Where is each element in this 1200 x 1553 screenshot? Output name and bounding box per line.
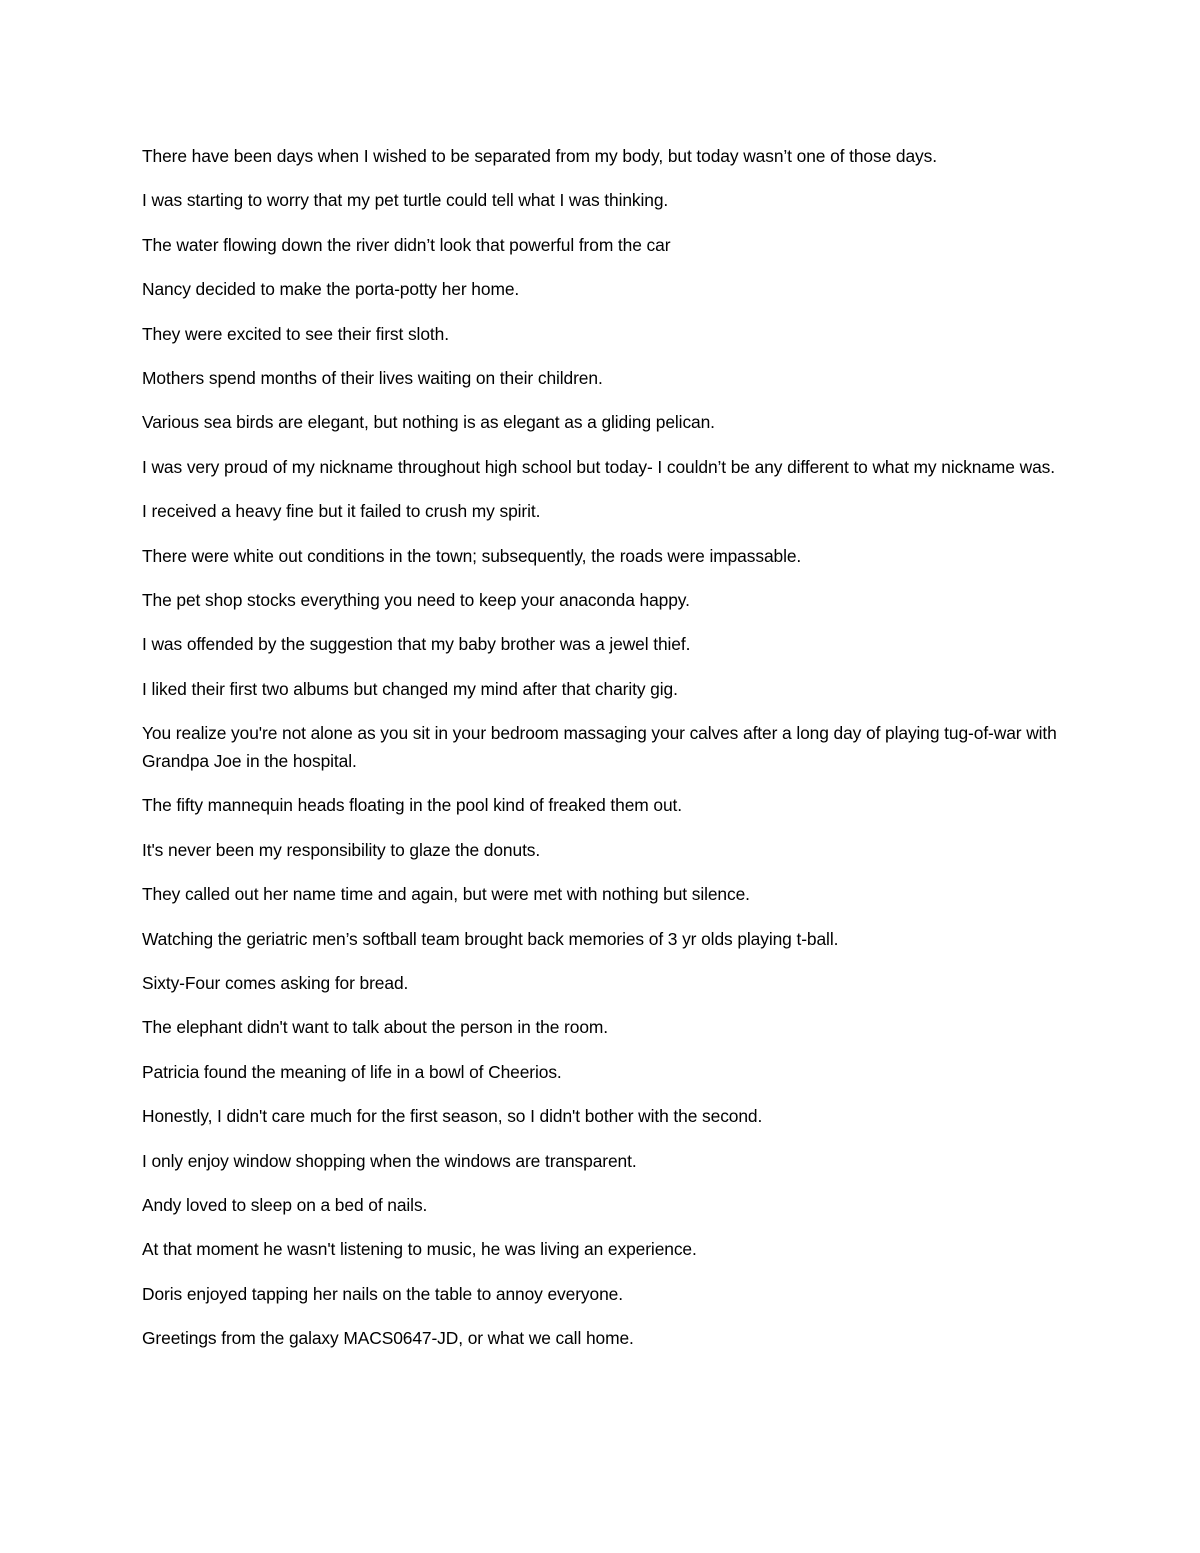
paragraph: Mothers spend months of their lives waiting on their children. <box>142 367 603 388</box>
paragraph: The fifty mannequin heads floating in the pool kind of freaked them out. <box>142 795 682 816</box>
paragraph: The water flowing down the river didn’t look that powerful from the car <box>142 234 671 255</box>
paragraph: Doris enjoyed tapping her nails on the table to annoy everyone. <box>142 1283 623 1304</box>
paragraph: Greetings from the galaxy MACS0647-JD, or what we call home. <box>142 1328 634 1349</box>
paragraph: At that moment he wasn't listening to music, he was living an experience. <box>142 1239 697 1260</box>
document-body <box>142 142 1062 1369</box>
paragraph: They were excited to see their first sloth. <box>142 323 449 344</box>
paragraph: I received a heavy fine but it failed to crush my spirit. <box>142 501 541 522</box>
paragraph: I only enjoy window shopping when the windows are transparent. <box>142 1150 637 1171</box>
paragraph: The elephant didn't want to talk about the person in the room. <box>142 1017 609 1038</box>
paragraph: Honestly, I didn't care much for the first season, so I didn't bother with the second. <box>142 1106 763 1127</box>
paragraph: Andy loved to sleep on a bed of nails. <box>142 1194 428 1215</box>
paragraph: Various sea birds are elegant, but nothing is as elegant as a gliding pelican. <box>142 412 715 433</box>
paragraph: They called out her name time and again, but were met with nothing but silence. <box>142 884 750 905</box>
paragraph: I was starting to worry that my pet turtle could tell what I was thinking. <box>142 190 669 211</box>
paragraph: You realize you're not alone as you sit in your bedroom massaging your calves after a long day of playing tug-of-war with Grandpa Joe in the hospital. <box>142 723 1057 772</box>
paragraph: Patricia found the meaning of life in a bowl of Cheerios. <box>142 1061 562 1082</box>
paragraph: I liked their first two albums but changed my mind after that charity gig. <box>142 678 678 699</box>
paragraph: Nancy decided to make the porta-potty her home. <box>142 279 520 300</box>
paragraph: The pet shop stocks everything you need to keep your anaconda happy. <box>142 589 690 610</box>
paragraph: I was very proud of my nickname throughout high school but today- I couldn’t be any different to what my nickname was. <box>142 456 1055 477</box>
paragraph: It's never been my responsibility to glaze the donuts. <box>142 839 541 860</box>
paragraph: I was offended by the suggestion that my baby brother was a jewel thief. <box>142 634 691 655</box>
paragraph: There were white out conditions in the town; subsequently, the roads were impassable. <box>142 545 802 566</box>
paragraph: Watching the geriatric men’s softball team brought back memories of 3 yr olds playing t-ball. <box>142 928 839 949</box>
paragraph: There have been days when I wished to be separated from my body, but today wasn’t one of those days. <box>142 146 937 166</box>
paragraph: Sixty-Four comes asking for bread. <box>142 973 409 994</box>
